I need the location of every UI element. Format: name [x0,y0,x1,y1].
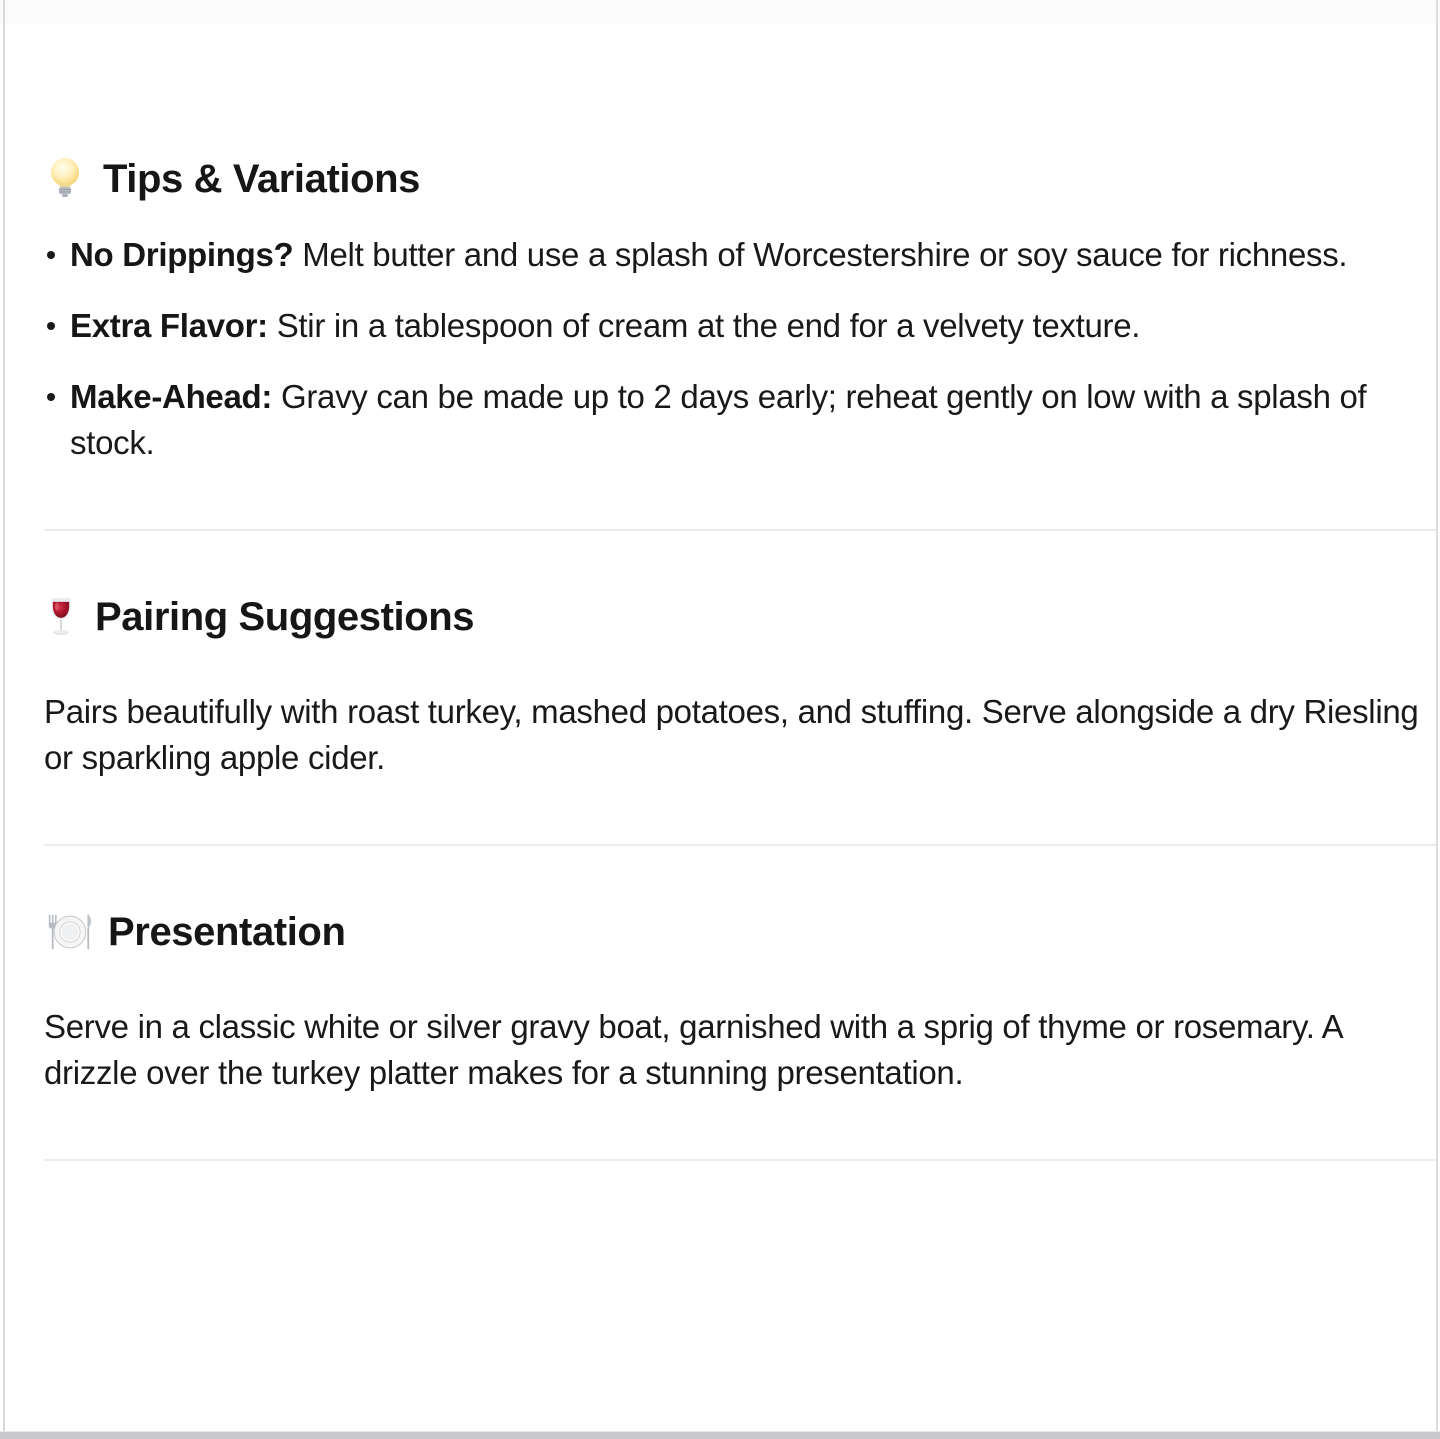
note-content [44,0,1437,1161]
bullet-text: Stir in a tablespoon of cream at the end for a velvety texture. [276,307,1141,344]
wine-glass-icon [44,595,78,639]
section-heading-presentation [44,906,1437,958]
section-title: Pairing Suggestions [95,595,475,639]
right-edge-border [1436,0,1438,1431]
bottom-edge-bar [0,1431,1440,1439]
bullet-text: Gravy can be made up to 2 days early; reheat gently on low with a splash of stock. [70,378,1367,461]
list-item [44,232,1437,278]
pairing-paragraph: Pairs beautifully with roast turkey, mashed potatoes, and stuffing. Serve alongside a dry Riesling or sparkling apple cider. [44,693,1419,776]
section-divider [44,1159,1437,1161]
presentation-paragraph: Serve in a classic white or silver gravy boat, garnished with a sprig of thyme or rosemary. A drizzle over the turkey platter makes for a stunning presentation. [44,1008,1342,1091]
bullet-term: Extra Flavor: [70,307,268,344]
bullet-text: Melt butter and use a splash of Worcestershire or soy sauce for richness. [302,236,1348,273]
light-bulb-icon [44,156,86,202]
bullet-term: No Drippings? [70,236,294,273]
section-heading-tips [44,153,1437,205]
section-title: Presentation [108,910,346,954]
bullet-term: Make-Ahead: [70,378,273,415]
left-edge-border [3,0,5,1431]
section-divider [44,529,1437,531]
list-item [44,374,1437,466]
list-item [44,303,1437,349]
tips-list [44,232,1437,466]
section-heading-pairing [44,591,1437,643]
section-divider [44,844,1437,846]
section-title: Tips & Variations [103,157,421,201]
plate-cutlery-icon [44,910,96,954]
